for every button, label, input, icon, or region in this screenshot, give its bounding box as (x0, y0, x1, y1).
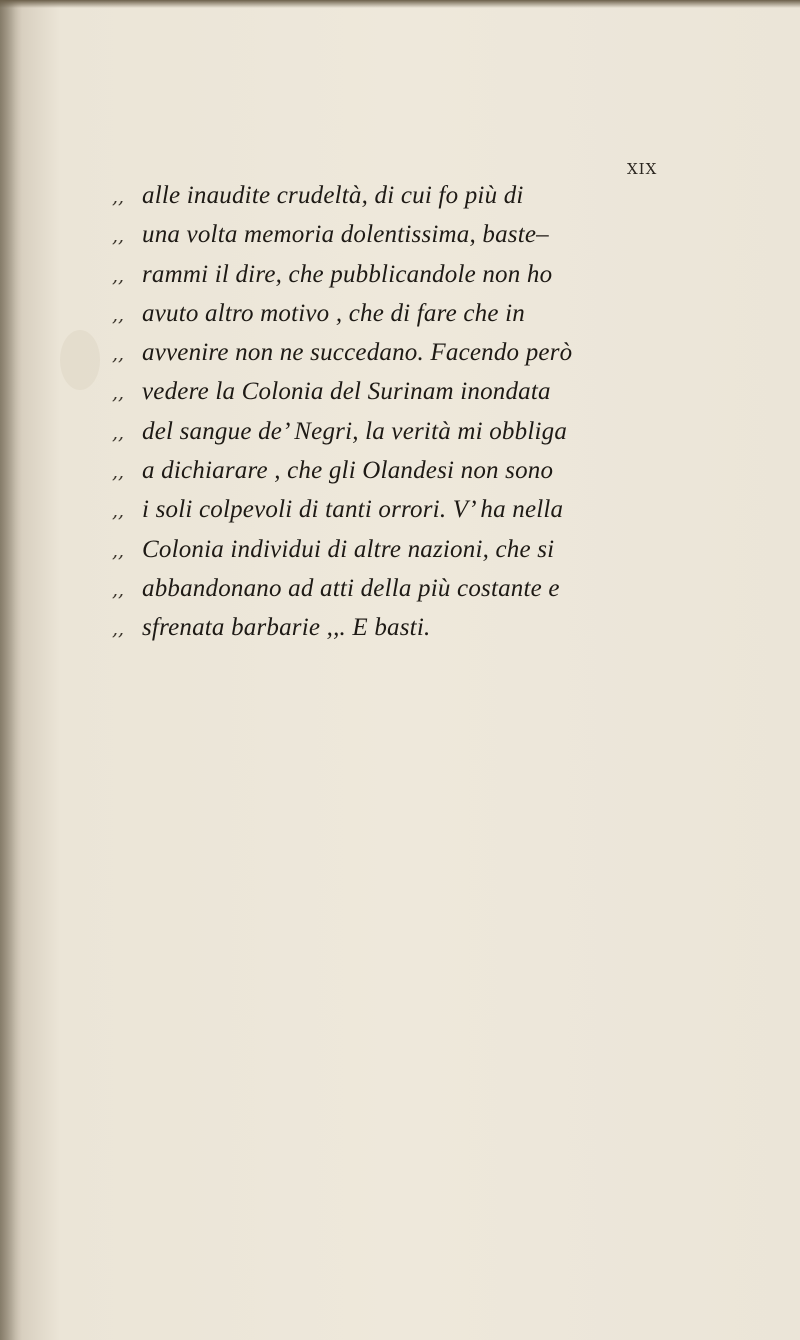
text-line (112, 608, 692, 647)
line-text: avuto altro motivo , che di fare che in (142, 299, 525, 327)
text-line (112, 372, 692, 411)
text-line (112, 333, 692, 372)
quote-mark: ,, (112, 303, 125, 326)
quote-mark: ,, (112, 618, 125, 641)
text-line (112, 176, 692, 215)
quote-mark: ,, (112, 382, 125, 405)
text-line (112, 569, 692, 608)
line-text: abbandonano ad atti della più costante e (142, 574, 560, 602)
line-text: alle inaudite crudeltà, di cui fo più di (142, 182, 524, 209)
quote-mark: ,, (112, 343, 125, 366)
text-line (112, 294, 692, 333)
line-text: avvenire non ne succedano. Facendo però (142, 339, 573, 367)
quote-mark: ,, (112, 225, 125, 248)
quote-mark: ,, (112, 500, 125, 523)
quote-mark: ,, (112, 578, 125, 601)
line-text: sfrenata barbarie ,,. E basti. (142, 614, 431, 642)
line-text: i soli colpevoli di tanti orrori. V’ ha nella (142, 496, 564, 524)
line-text: rammi il dire, che pubblicandole non ho (142, 260, 553, 288)
line-text: Colonia individui di altre nazioni, che si (142, 535, 555, 563)
paper-stain (60, 330, 100, 390)
text-line (112, 490, 692, 529)
spine-shadow (0, 0, 22, 1340)
quote-mark: ,, (112, 539, 125, 562)
quote-mark: ,, (112, 421, 125, 444)
text-line (112, 412, 692, 451)
text-line (112, 451, 692, 490)
page-top-edge (0, 0, 800, 8)
page-number: XIX (627, 160, 658, 178)
line-text: a dichiarare , che gli Olandesi non sono (142, 457, 554, 485)
text-line (112, 255, 692, 294)
quote-mark: ,, (112, 461, 125, 484)
text-line (112, 530, 692, 569)
quote-mark: ,, (112, 186, 125, 208)
line-text: una volta memoria dolentissima, baste– (142, 221, 549, 249)
line-text: del sangue de’ Negri, la verità mi obbliga (142, 417, 568, 445)
line-text: vedere la Colonia del Surinam inondata (142, 378, 551, 406)
text-block (112, 176, 692, 648)
quote-mark: ,, (112, 264, 125, 287)
text-line (112, 215, 692, 254)
